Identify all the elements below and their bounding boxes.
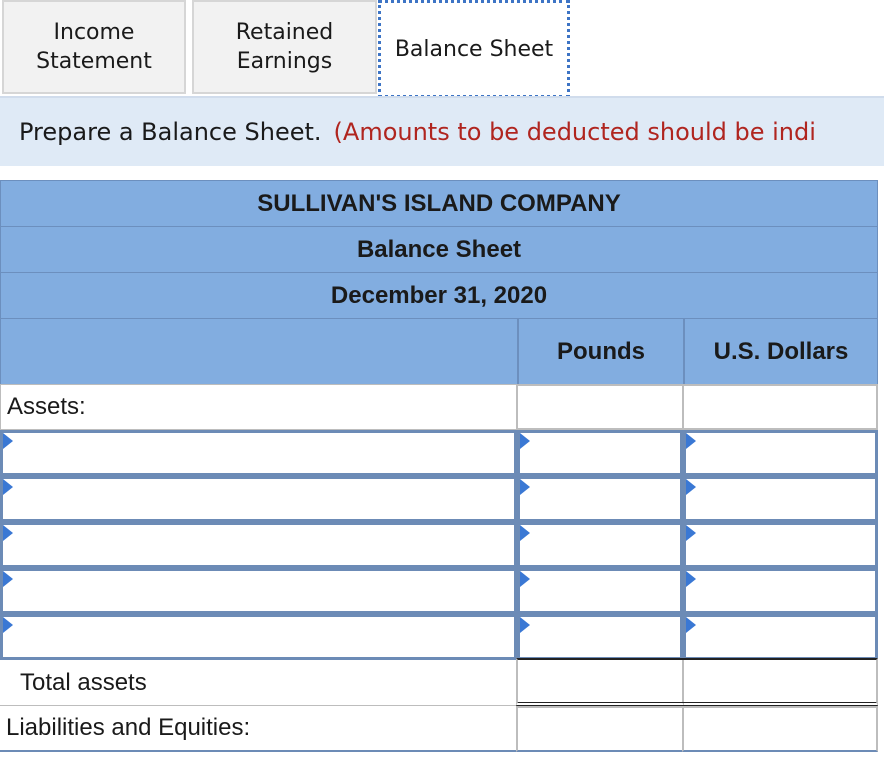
dropdown-marker-icon (520, 433, 530, 449)
asset-usd-input[interactable] (686, 571, 875, 611)
statement-date-header (0, 272, 878, 319)
asset-account-input[interactable] (3, 479, 514, 519)
statement-date: December 31, 2020 (330, 281, 548, 309)
assets-pounds-blank (516, 384, 684, 430)
asset-pounds-input[interactable] (520, 525, 680, 565)
dropdown-marker-icon (520, 571, 530, 587)
total-assets-pounds[interactable] (516, 658, 684, 706)
asset-usd-input-cell[interactable] (683, 522, 878, 568)
asset-pounds-input[interactable] (520, 571, 680, 611)
asset-account-input[interactable] (3, 433, 514, 473)
dropdown-marker-icon (686, 525, 696, 541)
asset-account-input[interactable] (3, 617, 514, 657)
liabilities-label-cell (0, 706, 517, 752)
tab-income-line1: Income (53, 20, 135, 45)
asset-usd-input-cell[interactable] (683, 476, 878, 522)
statement-title: Balance Sheet (356, 235, 522, 263)
assets-usd-blank (682, 384, 878, 430)
asset-usd-input[interactable] (686, 479, 875, 519)
column-header-row (0, 318, 878, 385)
dropdown-marker-icon (686, 617, 696, 633)
asset-account-input-cell[interactable] (0, 614, 517, 660)
asset-usd-input[interactable] (686, 525, 875, 565)
asset-usd-input-cell[interactable] (683, 430, 878, 476)
assets-label-cell (0, 384, 517, 430)
tab-retained-line1: Retained (235, 20, 334, 45)
asset-pounds-input[interactable] (520, 617, 680, 657)
dropdown-marker-icon (3, 433, 13, 449)
assets-label: Assets: (7, 393, 86, 420)
total-assets-label: Total assets (20, 668, 147, 696)
asset-account-input-cell[interactable] (0, 568, 517, 614)
dropdown-marker-icon (520, 617, 530, 633)
asset-usd-input[interactable] (686, 617, 875, 657)
asset-pounds-input-cell[interactable] (517, 476, 683, 522)
statement-title-header (0, 226, 878, 273)
asset-pounds-input-cell[interactable] (517, 430, 683, 476)
asset-account-input[interactable] (3, 525, 514, 565)
liabilities-pounds-blank (516, 706, 684, 752)
column-usd: U.S. Dollars (713, 337, 849, 365)
tab-balance-label: Balance Sheet (394, 36, 554, 62)
asset-pounds-input-cell[interactable] (517, 614, 683, 660)
tab-retained-line2: Earnings (236, 49, 333, 74)
instruction-note: (Amounts to be deducted should be indi (333, 118, 816, 146)
asset-account-input[interactable] (3, 571, 514, 611)
liabilities-usd-blank (682, 706, 878, 752)
total-assets-label-cell (0, 660, 517, 706)
dropdown-marker-icon (3, 617, 13, 633)
column-pounds: Pounds (557, 337, 645, 365)
company-name-header (0, 180, 878, 227)
asset-pounds-input[interactable] (520, 479, 680, 519)
liabilities-label: Liabilities and Equities: (6, 714, 251, 741)
dropdown-marker-icon (3, 571, 13, 587)
dropdown-marker-icon (686, 571, 696, 587)
instruction-bar (0, 96, 884, 166)
dropdown-marker-icon (3, 525, 13, 541)
dropdown-marker-icon (686, 479, 696, 495)
asset-account-input-cell[interactable] (0, 476, 517, 522)
asset-usd-input[interactable] (686, 433, 875, 473)
dropdown-marker-icon (520, 479, 530, 495)
asset-pounds-input[interactable] (520, 433, 680, 473)
tab-income-statement[interactable] (2, 0, 186, 94)
asset-pounds-input-cell[interactable] (517, 522, 683, 568)
company-name: SULLIVAN'S ISLAND COMPANY (257, 189, 621, 217)
dropdown-marker-icon (686, 433, 696, 449)
tab-balance-sheet[interactable] (378, 0, 570, 98)
asset-pounds-input-cell[interactable] (517, 568, 683, 614)
asset-account-input-cell[interactable] (0, 522, 517, 568)
tab-retained-earnings[interactable] (192, 0, 377, 94)
instruction-main: Prepare a Balance Sheet. (19, 118, 322, 146)
asset-usd-input-cell[interactable] (683, 568, 878, 614)
asset-usd-input-cell[interactable] (683, 614, 878, 660)
dropdown-marker-icon (3, 479, 13, 495)
dropdown-marker-icon (520, 525, 530, 541)
asset-account-input-cell[interactable] (0, 430, 517, 476)
total-assets-usd[interactable] (682, 658, 878, 706)
tab-income-line2: Statement (36, 49, 152, 74)
